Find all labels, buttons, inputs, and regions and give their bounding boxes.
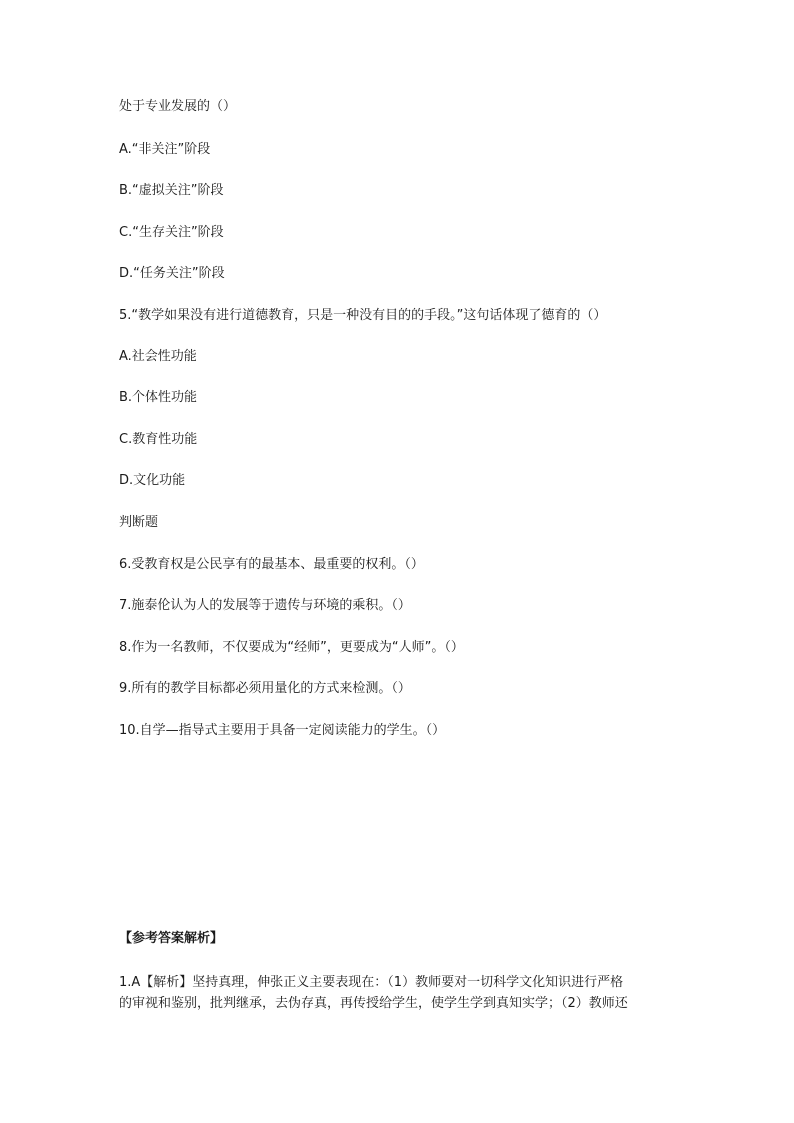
q5-option-c: C.教育性功能 bbox=[119, 432, 198, 447]
q5-stem: 5.“教学如果没有进行道德教育，只是一种没有目的的手段。”这句话体现了德育的（） bbox=[119, 308, 607, 323]
judgement-item-6: 6.受教育权是公民享有的最基本、最重要的权利。（） bbox=[119, 557, 424, 572]
answers-heading: 【参考答案解析】 bbox=[119, 931, 224, 946]
answer-1-line-1: 1.A【解析】坚持真理，伸张正义主要表现在：（1）教师要对一切科学文化知识进行严格 bbox=[119, 975, 624, 990]
answer-1-paragraph bbox=[119, 972, 675, 1014]
section-heading-judgement: 判断题 bbox=[119, 515, 159, 530]
q4-stem-tail: 处于专业发展的（） bbox=[119, 99, 237, 114]
q4-option-b: B.“虚拟关注”阶段 bbox=[119, 183, 224, 198]
q4-option-a: A.“非关注”阶段 bbox=[119, 142, 211, 157]
q5-option-b: B.个体性功能 bbox=[119, 390, 198, 405]
q5-option-d: D.文化功能 bbox=[119, 473, 186, 488]
judgement-item-9: 9.所有的教学目标都必须用量化的方式来检测。（） bbox=[119, 681, 411, 696]
q5-option-a: A.社会性功能 bbox=[119, 349, 197, 364]
judgement-item-8: 8.作为一名教师，不仅要成为“经师”，更要成为“人师”。（） bbox=[119, 640, 464, 655]
q4-option-d: D.“任务关注”阶段 bbox=[119, 266, 225, 281]
q4-option-c: C.“生存关注”阶段 bbox=[119, 225, 224, 240]
judgement-item-10: 10.自学—指导式主要用于具备一定阅读能力的学生。（） bbox=[119, 723, 446, 738]
judgement-item-7: 7.施泰伦认为人的发展等于遗传与环境的乘积。（） bbox=[119, 598, 411, 613]
answer-1-line-2: 的审视和鉴别，批判继承，去伪存真，再传授给学生，使学生学到真知实学；（2）教师还 bbox=[119, 996, 628, 1011]
